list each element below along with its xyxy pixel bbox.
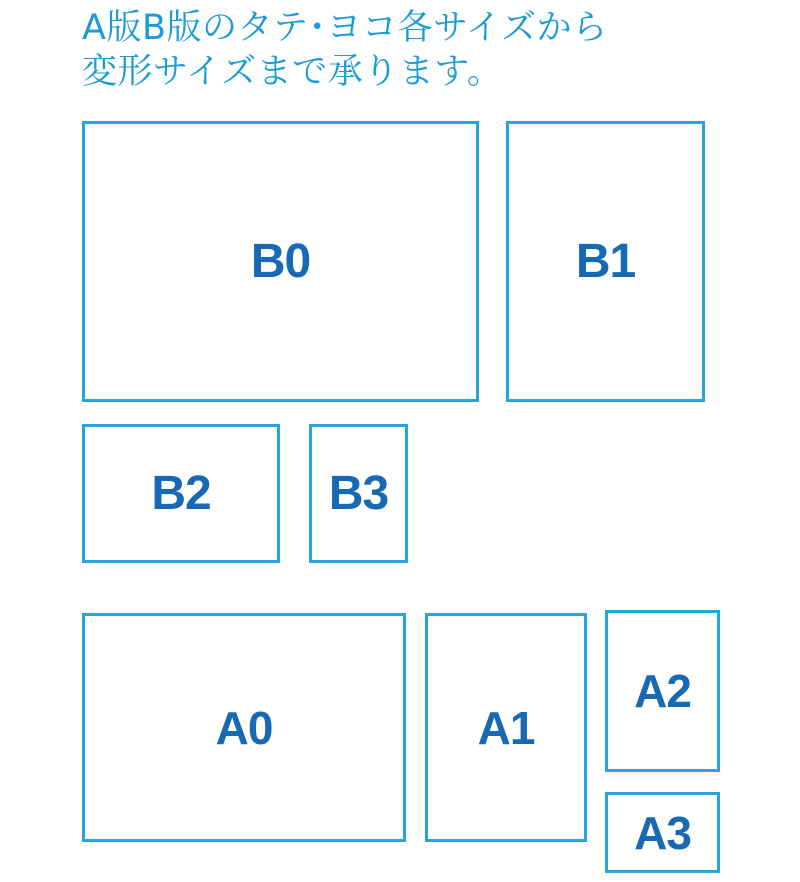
paper-a3-label: A3 xyxy=(634,806,691,859)
paper-a0 xyxy=(82,613,406,842)
paper-a1 xyxy=(425,613,587,842)
paper-a3 xyxy=(605,792,720,873)
intro-heading-line-1: A版B版のタテ･ヨコ各サイズから xyxy=(82,8,608,48)
paper-b1 xyxy=(506,121,705,402)
paper-b3 xyxy=(309,424,408,563)
paper-a2 xyxy=(605,610,720,772)
paper-b3-label: B3 xyxy=(328,467,389,520)
paper-b2 xyxy=(82,424,280,563)
intro-heading xyxy=(82,6,782,94)
intro-heading-line-2: 変形サイズまで承ります。 xyxy=(82,52,503,92)
paper-a0-label: A0 xyxy=(215,701,273,754)
paper-b1-label: B1 xyxy=(575,235,636,288)
paper-b0-label: B0 xyxy=(250,235,311,288)
paper-a1-label: A1 xyxy=(477,701,535,754)
paper-b0 xyxy=(82,121,479,402)
paper-b2-label: B2 xyxy=(151,467,211,520)
paper-a2-label: A2 xyxy=(634,665,691,717)
